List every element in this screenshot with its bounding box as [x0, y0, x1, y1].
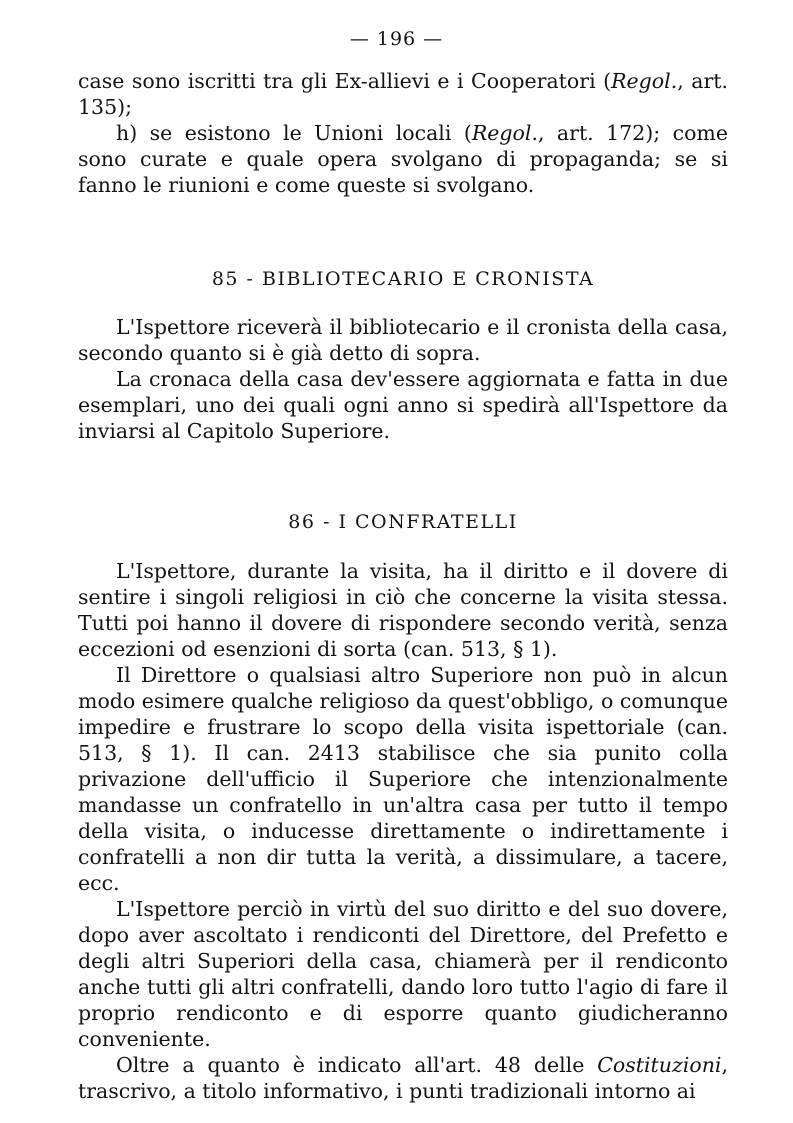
paragraph: La cronaca della casa dev'essere aggiornata e fatta in due esemplari, uno dei quali ogni anno si spedirà all'Ispettore da inviarsi al Capitolo Superiore. — [78, 367, 728, 443]
paragraph: L'Ispettore, durante la visita, ha il diritto e il dovere di sentire i singoli religiosi in ciò che concerne la visita stessa. Tutti poi hanno il dovere di rispondere secondo verità, senza eccezioni od esenzioni di sorta (can. 513, § 1). — [78, 559, 728, 661]
paragraph: Il Direttore o qualsiasi altro Superiore non può in alcun modo esimere qualche religioso da quest'obbligo, o comunque impedire e frustrare lo scopo della visita ispettoriale (can. 513, § 1). Il can. 2413 stabilisce che sia punito colla privazione dell'ufficio il Superiore che intenzionalmente mandasse un confratello in un'altra casa per tutto il tempo della visita, o inducesse direttamente o indirettamente i confratelli a non dir tutta la verità, a dissimulare, a tacere, ecc. — [78, 663, 728, 895]
paragraph — [78, 1052, 728, 1104]
text-run: , art. 135); — [78, 69, 728, 119]
reference-italic: Regol. — [611, 69, 678, 93]
text-run: , trascrivo, a titolo informativo, i punti tradizionali intorno ai — [78, 1053, 728, 1103]
paragraph: L'Ispettore perciò in virtù del suo diritto e del suo dovere, dopo aver ascoltato i rendiconti del Direttore, del Prefetto e degli altri Superiori della casa, chiamerà per il rendiconto anche tutti gli altri confratelli, dando loro tutto l'agio di fare il proprio rendiconto e di esporre quanto giudicheranno conveniente. — [78, 897, 728, 1051]
paragraph-item-h — [78, 120, 728, 198]
text-run: , art. 172); come sono curate e quale opera svolgano di propaganda; se si fanno le riunioni e come queste si svolgano. — [78, 121, 728, 197]
text-run: Oltre a quanto è indicato all'art. 48 delle — [116, 1053, 598, 1077]
continued-text-block — [78, 68, 728, 198]
reference-italic: Regol. — [471, 121, 538, 145]
paragraph-continued — [78, 68, 728, 120]
section-85-title: 85 - BIBLIOTECARIO E CRONISTA — [211, 268, 595, 290]
paragraph: L'Ispettore riceverà il bibliotecario e il cronista della casa, secondo quanto si è già detto di sopra. — [78, 315, 728, 365]
text-run: h) se esistono le Unioni locali ( — [116, 121, 472, 145]
reference-italic: Costituzioni — [597, 1053, 722, 1077]
page-number: — 196 — — [349, 28, 444, 50]
text-run: case sono iscritti tra gli Ex-allievi e i Cooperatori ( — [78, 69, 612, 93]
section-85-body — [78, 314, 728, 444]
section-86-title: 86 - I CONFRATELLI — [288, 511, 518, 533]
section-86-body — [78, 558, 728, 1104]
